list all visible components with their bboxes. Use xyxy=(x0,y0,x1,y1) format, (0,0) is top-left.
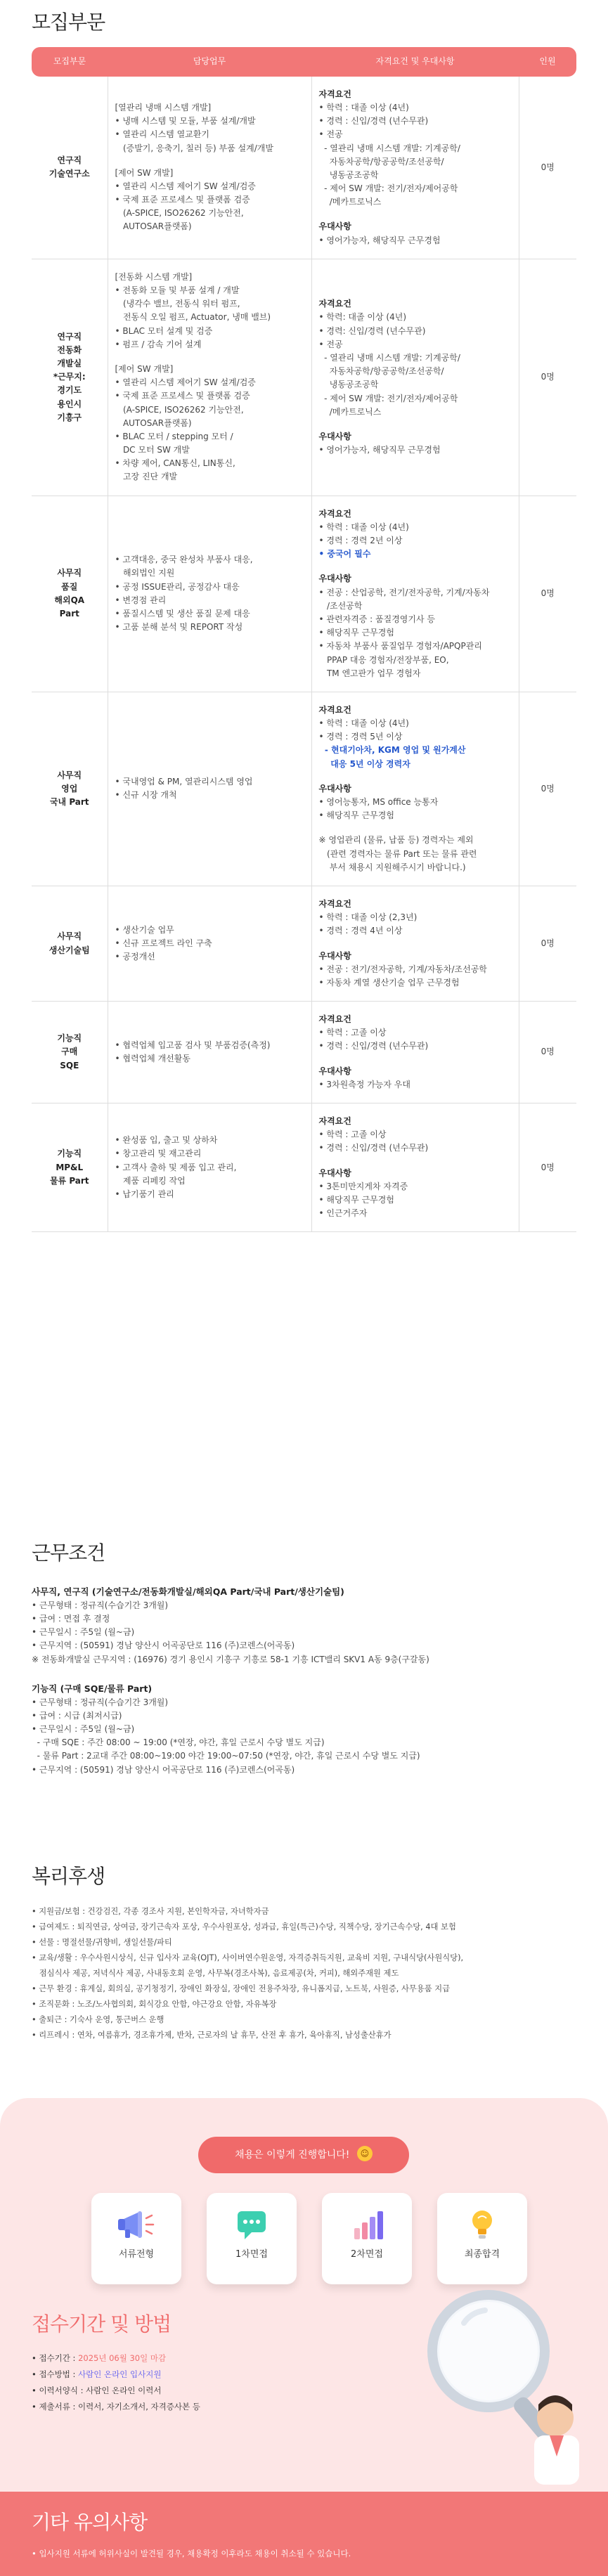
cell-category xyxy=(32,692,108,886)
qualification-line: /메카트로닉스 xyxy=(318,197,382,207)
qualification-line: • 경력 : 신입/경력 (년수무관) xyxy=(318,1041,429,1051)
qualification-line: (관련 경력자는 물류 Part 또는 물류 관련 xyxy=(318,848,477,859)
work-block xyxy=(32,1585,576,1666)
category-line: 연구직 xyxy=(57,331,82,342)
cell-qualification xyxy=(311,496,519,692)
work-line: - 구매 SQE : 주간 08:00 ~ 19:00 (*연장, 야간, 휴일 근로시 수당 별도 지급) xyxy=(32,1737,325,1748)
qualification-line: 자격요건 xyxy=(318,1116,351,1127)
duty-line: • 펌프 / 감속 기어 설계 xyxy=(115,339,202,349)
step-label: 2차면접 xyxy=(351,2249,383,2260)
category-line: *근무지: xyxy=(53,372,86,382)
qualification-line: TM 엔고판가 업무 경험자 xyxy=(318,668,421,678)
duty-line: • 국제 표준 프로세스 및 플랫폼 검증 xyxy=(115,195,250,205)
welfare-line: • 급여제도 : 퇴직연금, 상여금, 장기근속자 포상, 우수사원포상, 성과급, 휴일(특근)수당, 직책수당, 장기근속수당, 4대 보험 xyxy=(32,1922,456,1931)
category-line: 생산기술팀 xyxy=(48,945,90,955)
duty-line: • 국내영업 & PM, 열관리시스템 영업 xyxy=(115,777,253,787)
qualification-line: • 전공 xyxy=(318,129,343,140)
cell-category xyxy=(32,1103,108,1232)
duty-line: AUTOSAR플랫폼) xyxy=(115,221,192,232)
smile-emoji-icon: ☺ xyxy=(357,2146,373,2161)
qualification-line: - 현대기아차, KGM 영업 및 원가계산 xyxy=(318,745,466,756)
duty-line xyxy=(115,351,304,363)
category-line: 영업 xyxy=(61,783,78,794)
duty-line: [제어 SW 개발] xyxy=(115,363,174,374)
process-pill xyxy=(198,2137,409,2173)
cell-count: 0명 xyxy=(519,259,576,496)
duty-line: • 전동화 모듈 및 부품 설계 / 개발 xyxy=(115,285,240,296)
cell-qualification xyxy=(311,886,519,1001)
category-line: 구매 xyxy=(61,1047,78,1057)
cell-qualification xyxy=(311,259,519,496)
welfare-section xyxy=(32,1861,580,2043)
work-line: • 근무형태 : 정규직(수습기간 3개월) xyxy=(32,1600,169,1610)
qualification-line: • 중국어 필수 xyxy=(318,549,371,559)
cell-duty xyxy=(108,259,311,496)
qualification-line: 우대사항 xyxy=(318,431,351,441)
qualification-line: /메카트로닉스 xyxy=(318,406,382,417)
apply-item-key: • 이력서양식 : 사람인 온라인 이력서 xyxy=(32,2385,162,2395)
apply-item-value: 사람인 온라인 입사지원 xyxy=(78,2369,162,2379)
duty-line: [제어 SW 개발] xyxy=(115,167,174,178)
qualification-line: • 영어능통자, MS office 능통자 xyxy=(318,797,439,808)
qualification-line: • 자동차 부품사 품질업무 경험자/APQP관리 xyxy=(318,641,482,652)
qualification-line: • 학력 : 대졸 이상 (4년) xyxy=(318,718,409,729)
apply-item xyxy=(32,2367,425,2383)
duty-line: (냉각수 밸브, 전동식 워터 펌프, xyxy=(115,299,240,309)
recruit-title: 모집부문 xyxy=(32,11,105,34)
step-label: 서류전형 xyxy=(118,2249,155,2260)
qualification-line: • 전공 : 전기/전자공학, 기계/자동차/조선공학 xyxy=(318,964,487,974)
qualification-line: 자격요건 xyxy=(318,704,351,715)
qualification-line: 우대사항 xyxy=(318,950,351,961)
step-first-interview xyxy=(207,2193,297,2284)
step-document-screening xyxy=(91,2193,181,2284)
header-category: 모집부문 xyxy=(32,47,108,77)
work-subtitle: 기능직 (구매 SQE/물류 Part) xyxy=(32,1683,153,1694)
duty-line: • 신규 프로젝트 라인 구축 xyxy=(115,938,212,948)
cell-qualification xyxy=(311,77,519,259)
category-line: 전동화 xyxy=(57,344,82,355)
duty-line: 전동식 오일 펌프, Actuator, 냉매 밸브) xyxy=(115,312,271,323)
qualification-line: - 제어 SW 개발: 전기/전자/제어공학 xyxy=(318,183,458,194)
duty-line: • 협력업체 입고품 검사 및 부품검증(측정) xyxy=(115,1040,271,1050)
table-row xyxy=(32,1002,576,1103)
category-line: 국내 Part xyxy=(49,797,89,808)
duty-line: • 고객사 출하 및 제품 입고 관리, xyxy=(115,1162,237,1172)
other-notes-section xyxy=(0,2492,608,2576)
step-label: 최종합격 xyxy=(464,2249,500,2260)
duty-line: [열관리 냉매 시스템 개발] xyxy=(115,102,212,112)
qualification-line: - 제어 SW 개발: 전기/전자/제어공학 xyxy=(318,393,458,403)
work-line: ※ 전동화개발실 근무지역 : (16976) 경기 용인시 기흥구 기흥로 58-1 기흥 ICT밸리 SKV1 A동 9층(구갈동) xyxy=(32,1654,429,1664)
duty-line: • 열관리 시스템 열교환기 xyxy=(115,129,209,140)
table-row xyxy=(32,886,576,1001)
qualification-line: 우대사항 xyxy=(318,574,351,584)
qualification-line: • 해당직무 근무경험 xyxy=(318,1194,394,1205)
magnifier-person-illustration xyxy=(422,2274,590,2485)
qualification-line: • 경력: 신입/경력 (년수무관) xyxy=(318,325,426,336)
category-line: 사무직 xyxy=(57,931,82,942)
qualification-line: 냉동공조공학 xyxy=(318,380,379,390)
qualification-line xyxy=(319,938,512,950)
duty-line: • 차량 제어, CAN통신, LIN통신, xyxy=(115,458,235,469)
apply-title: 접수기간 및 방법 xyxy=(32,2312,172,2336)
duty-line: AUTOSAR플랫폼) xyxy=(115,418,192,428)
qualification-line xyxy=(319,209,512,220)
qualification-line: 자격요건 xyxy=(318,898,351,909)
duty-line: (증발기, 응축기, 칠러 등) 부품 설계/개발 xyxy=(115,143,273,153)
cell-duty xyxy=(108,692,311,886)
cell-category xyxy=(32,496,108,692)
notes-title: 기타 유의사항 xyxy=(32,2511,148,2534)
duty-line: [전동화 시스템 개발] xyxy=(115,271,193,282)
qualification-line: 자격요건 xyxy=(318,1014,351,1025)
duty-line: DC 모터 SW 개발 xyxy=(115,445,190,455)
qualification-line: 우대사항 xyxy=(318,1167,351,1178)
recruit-section xyxy=(0,0,608,1232)
duty-line: • 국제 표준 프로세스 및 플랫폼 검증 xyxy=(115,391,250,401)
duty-line: • BLAC 모터 / stepping 모터 / xyxy=(115,431,233,441)
table-row xyxy=(32,692,576,886)
duty-line: • 열관리 시스템 제어기 SW 설계/검증 xyxy=(115,181,256,191)
category-line: 기흥구 xyxy=(57,412,82,422)
qualification-line xyxy=(319,822,512,834)
qualification-line: • 3톤미만지게차 자격증 xyxy=(318,1181,408,1191)
apply-item xyxy=(32,2383,425,2399)
cell-duty xyxy=(108,1103,311,1232)
qualification-line: • 경력 : 경력 5년 이상 xyxy=(318,732,403,742)
duty-line: • 고객대응, 중국 완성차 부품사 대응, xyxy=(115,555,253,565)
cell-count: 0명 xyxy=(519,77,576,259)
category-line: 기능직 xyxy=(57,1033,82,1044)
category-line: 연구직 xyxy=(57,155,82,166)
qualification-line: • 학력 : 고졸 이상 xyxy=(318,1130,387,1140)
cell-count: 0명 xyxy=(519,1103,576,1232)
qualification-line: • 인근거주자 xyxy=(318,1208,368,1219)
recruit-table xyxy=(32,47,576,1233)
welfare-line: • 출퇴근 : 기숙사 운영, 통근버스 운행 xyxy=(32,2014,164,2024)
qualification-line: 자동차공학/항공공학/조선공학/ xyxy=(318,156,444,167)
cell-qualification xyxy=(311,1002,519,1103)
header-qualification: 자격요건 및 우대사항 xyxy=(311,47,519,77)
category-line: SQE xyxy=(60,1060,79,1070)
cell-duty xyxy=(108,886,311,1001)
qualification-line: • 전공 xyxy=(318,339,343,349)
duty-line xyxy=(115,155,304,167)
category-line: 물류 Part xyxy=(49,1175,89,1186)
apply-item-value: 2025년 06월 30일 마감 xyxy=(78,2352,167,2363)
category-line: Part xyxy=(59,608,79,619)
work-title: 근무조건 xyxy=(32,1541,105,1565)
apply-item xyxy=(32,2350,425,2367)
category-line: 품질 xyxy=(61,581,78,592)
qualification-line: • 경력 : 경력 4년 이상 xyxy=(318,926,403,936)
header-duty: 담당업무 xyxy=(108,47,311,77)
category-line: 경기도 xyxy=(57,385,82,396)
work-subtitle: 사무직, 연구직 (기술연구소/전동화개발실/해외QA Part/국내 Part/생산기술팀) xyxy=(32,1586,344,1597)
step-label: 1차면접 xyxy=(235,2249,268,2260)
qualification-line: 자동차공학/항공공학/조선공학/ xyxy=(318,366,444,377)
duty-line: • 변경점 관리 xyxy=(115,595,167,605)
qualification-line: • 경력 : 신입/경력 (년수무관) xyxy=(318,116,429,127)
cell-category xyxy=(32,259,108,496)
cell-count: 0명 xyxy=(519,886,576,1001)
qualification-line: /조선공학 xyxy=(318,600,363,611)
category-line: 기능직 xyxy=(57,1148,82,1159)
bar-chart-icon xyxy=(347,2208,387,2241)
work-line: • 근무지역 : (50591) 경남 양산시 어곡공단로 116 (주)코렌스(어곡동) xyxy=(32,1764,295,1775)
qualification-line: • 영어가능자, 해당직무 근무경험 xyxy=(318,445,441,455)
qualification-line: 우대사항 xyxy=(318,221,351,232)
qualification-line: • 경력 : 신입/경력 (년수무관) xyxy=(318,1143,429,1153)
apply-item-key: • 접수기간 : xyxy=(32,2352,79,2363)
cell-duty xyxy=(108,496,311,692)
qualification-line: • 자동차 계열 생산기술 업무 근무경험 xyxy=(318,977,460,988)
duty-line: (A-SPICE, ISO26262 기능안전, xyxy=(115,208,244,219)
notes-line: • 입사지원 서류에 허위사실이 발견될 경우, 채용확정 이후라도 채용이 취소될 수 있습니다. xyxy=(32,2548,351,2558)
qualification-line: 자격요건 xyxy=(318,299,351,309)
apply-item xyxy=(32,2399,425,2415)
step-second-interview xyxy=(322,2193,412,2284)
duty-line: • 열관리 시스템 제어기 SW 설계/검증 xyxy=(115,377,256,388)
category-line: 개발실 xyxy=(57,358,82,368)
apply-section xyxy=(32,2309,425,2415)
duty-line: • 냉매 시스템 및 모듈, 부품 설계/개발 xyxy=(115,116,256,127)
duty-line: • 협력업체 개선활동 xyxy=(115,1054,190,1064)
category-line: 사무직 xyxy=(57,770,82,780)
category-line: 기술연구소 xyxy=(48,169,90,179)
qualification-line xyxy=(319,1054,512,1065)
work-block xyxy=(32,1682,576,1777)
duty-line: • 완성품 입, 출고 및 상하차 xyxy=(115,1135,218,1146)
chat-icon xyxy=(232,2208,271,2241)
qualification-line: • 학력 : 대졸 이상 (4년) xyxy=(318,522,409,532)
qualification-line: • 해당직무 근무경험 xyxy=(318,810,394,821)
qualification-line: 자격요건 xyxy=(318,508,351,519)
step-final-pass xyxy=(437,2193,527,2284)
duty-line: • 고품 분해 분석 및 REPORT 작성 xyxy=(115,622,243,633)
work-line: • 근무형태 : 정규직(수습기간 3개월) xyxy=(32,1697,169,1707)
qualification-line xyxy=(319,419,512,430)
cell-count: 0명 xyxy=(519,692,576,886)
qualification-line: PPAP 대응 경험자/전장부품, EO, xyxy=(318,654,449,665)
qualification-line xyxy=(319,771,512,782)
cell-category xyxy=(32,886,108,1001)
duty-line: • 창고관리 및 재고관리 xyxy=(115,1148,202,1159)
qualification-line: • 학력: 대졸 이상 (4년) xyxy=(318,312,407,323)
duty-line: • 신규 시장 개척 xyxy=(115,790,177,801)
work-line: • 근무일시 : 주5일 (월~금) xyxy=(32,1724,135,1735)
duty-line: • 생산기술 업무 xyxy=(115,924,174,935)
duty-line: (A-SPICE, ISO26262 기능안전, xyxy=(115,404,244,415)
welfare-title: 복리후생 xyxy=(32,1865,105,1888)
qualification-line: 대응 5년 이상 경력자 xyxy=(318,758,410,769)
duty-line: • 공정개선 xyxy=(115,952,155,962)
megaphone-icon xyxy=(117,2208,156,2241)
qualification-line: • 학력 : 대졸 이상 (2,3년) xyxy=(318,912,418,923)
duty-line: 고장 진단 개발 xyxy=(115,472,178,482)
cell-count: 0명 xyxy=(519,496,576,692)
welfare-line: • 선물 : 명절선물/귀향비, 생일선물/파티 xyxy=(32,1937,172,1947)
duty-line: • 납기품기 관리 xyxy=(115,1189,174,1199)
qualification-line: • 3차원측정 가능자 우대 xyxy=(318,1079,410,1089)
qualification-line: 우대사항 xyxy=(318,783,351,794)
table-row xyxy=(32,1103,576,1232)
work-conditions-section xyxy=(32,1538,576,1792)
qualification-line: • 영어가능자, 해당직무 근무경험 xyxy=(318,235,441,245)
cell-category xyxy=(32,77,108,259)
qualification-line xyxy=(319,561,512,572)
recruit-table-header xyxy=(32,47,576,77)
apply-item-key: • 접수방법 : xyxy=(32,2369,79,2379)
category-line: 사무직 xyxy=(57,568,82,578)
cell-qualification xyxy=(311,692,519,886)
qualification-line: - 열관리 냉매 시스템 개발: 기계공학/ xyxy=(318,352,460,363)
qualification-line: ※ 영업관리 (물류, 납품 등) 경력자는 제외 xyxy=(318,835,474,846)
qualification-line: - 열관리 냉매 시스템 개발: 기계공학/ xyxy=(318,143,460,153)
table-row xyxy=(32,77,576,259)
duty-line: • 품질시스템 및 생산 품질 문제 대응 xyxy=(115,608,250,619)
header-count: 인원 xyxy=(519,47,576,77)
cell-category xyxy=(32,1002,108,1103)
welfare-line: • 조직문화 : 노조/노사협의회, 회식강요 안함, 야근강요 안함, 자유복장 xyxy=(32,1999,277,2009)
qualification-line: 우대사항 xyxy=(318,1066,351,1076)
category-line: 해외QA xyxy=(54,595,85,605)
work-line: • 급여 : 시급 (최저시급) xyxy=(32,1710,122,1721)
qualification-line: • 학력 : 고졸 이상 xyxy=(318,1028,387,1038)
duty-line: 제품 리페킹 작업 xyxy=(115,1175,186,1186)
cell-count: 0명 xyxy=(519,1002,576,1103)
process-section xyxy=(0,2098,608,2492)
qualification-line: 자격요건 xyxy=(318,89,351,99)
qualification-line: 냉동공조공학 xyxy=(318,169,379,180)
qualification-line xyxy=(319,1156,512,1167)
welfare-line: 점심식사 제공, 저녁식사 제공, 사내동호회 운영, 사무복(경조사복), 음료제공(차, 커피), 해외주재원 제도 xyxy=(32,1968,399,1978)
lightbulb-icon xyxy=(463,2208,502,2241)
work-line: • 급여 : 면접 후 결정 xyxy=(32,1613,110,1624)
cell-duty xyxy=(108,1002,311,1103)
duty-line: • 공정 ISSUE관리, 공정감사 대응 xyxy=(115,581,240,592)
welfare-line: • 지원금/보험 : 건강검진, 각종 경조사 지원, 본인학자금, 자녀학자금 xyxy=(32,1906,269,1916)
table-row xyxy=(32,259,576,496)
cell-qualification xyxy=(311,1103,519,1232)
welfare-line: • 리프레시 : 연차, 여름휴가, 경조휴가제, 반차, 근로자의 날 휴무, 산전 후 휴가, 육아휴직, 남성출산휴가 xyxy=(32,2030,392,2040)
qualification-line: • 관련자격증 : 품질경영기사 등 xyxy=(318,614,435,624)
apply-item-key: • 제출서류 : 이력서, 자기소개서, 자격증사본 등 xyxy=(32,2401,200,2412)
table-row xyxy=(32,496,576,692)
duty-line: • BLAC 모터 설계 및 검증 xyxy=(115,325,213,336)
welfare-line: • 교육/생활 : 우수사원시상식, 신규 입사자 교육(OJT), 사이버연수원운영, 자격증취득지원, 교육비 지원, 구내식당(사원식당), xyxy=(32,1953,464,1962)
category-line: MP&L xyxy=(56,1162,84,1172)
work-line: • 근무일시 : 주5일 (월~금) xyxy=(32,1627,135,1638)
category-line: 용인시 xyxy=(57,399,82,409)
qualification-line: 부서 채용시 지원해주시기 바랍니다.) xyxy=(318,862,466,872)
process-pill-text: 채용은 이렇게 진행합니다! xyxy=(235,2149,350,2161)
welfare-line: • 근무 환경 : 휴게실, 회의실, 공기청정기, 장애인 화장실, 장애인 전용주차장, 유니폼지급, 노트북, 사원증, 사무용품 지급 xyxy=(32,1983,451,1993)
qualification-line: • 전공 : 산업공학, 전기/전자공학, 기계/자동차 xyxy=(318,587,490,597)
work-line: • 근무지역 : (50591) 경남 양산시 어곡공단로 116 (주)코렌스(어곡동) xyxy=(32,1640,295,1651)
work-line: - 물류 Part : 2교대 주간 08:00~19:00 야간 19:00~07:50 (*연장, 야간, 휴일 근로시 수당 별도 지급) xyxy=(32,1751,420,1761)
qualification-line: • 해당직무 근무경험 xyxy=(318,628,394,638)
qualification-line: • 학력 : 대졸 이상 (4년) xyxy=(318,102,409,112)
cell-duty xyxy=(108,77,311,259)
duty-line: 해외법인 지원 xyxy=(115,568,175,578)
qualification-line: • 경력 : 경력 2년 이상 xyxy=(318,536,403,546)
